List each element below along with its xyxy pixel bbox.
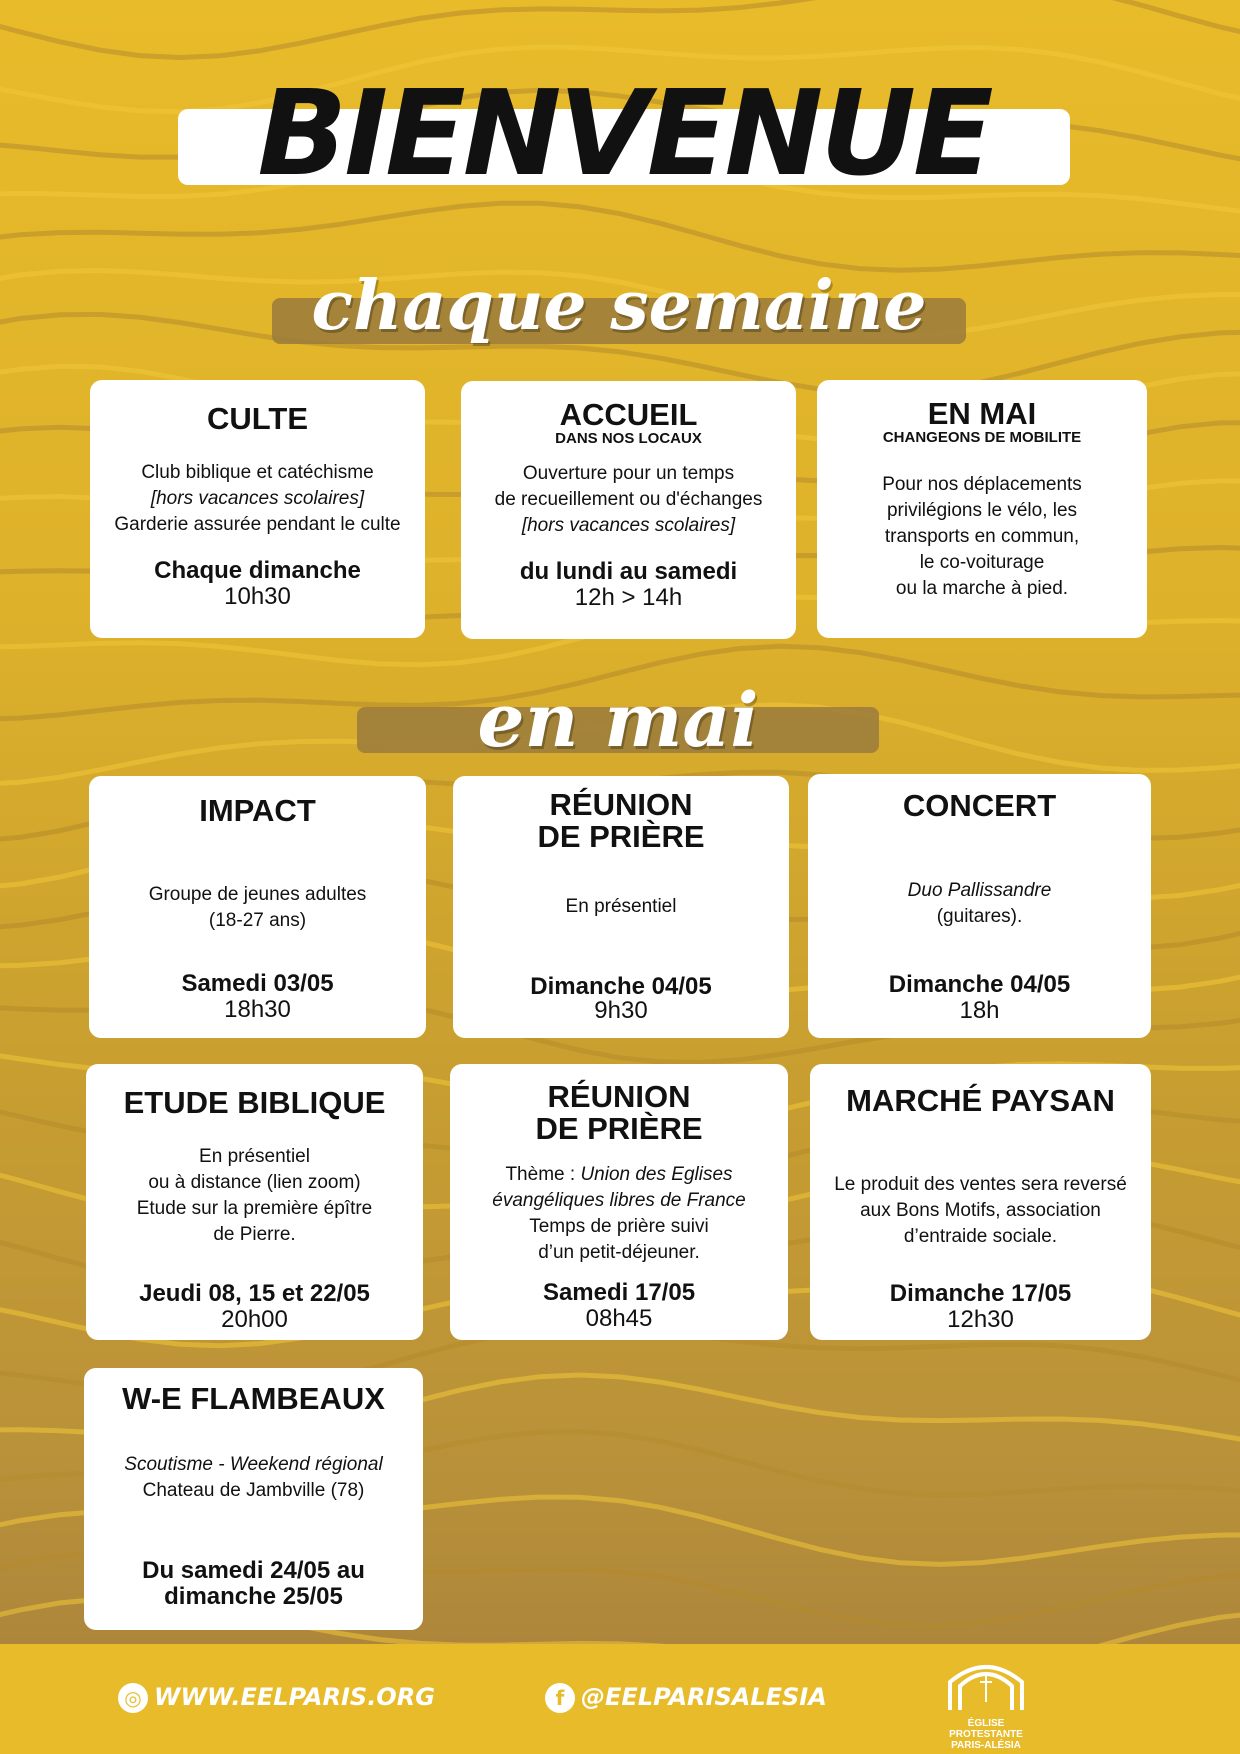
card-when: Du samedi 24/05 au: [142, 1557, 365, 1584]
card-description: Groupe de jeunes adultes (18-27 ans): [148, 884, 367, 931]
card-title: EN MAI: [927, 396, 1037, 431]
card-when: Chaque dimanche: [154, 557, 361, 584]
card-title: ACCUEIL: [559, 397, 698, 432]
card-when: Samedi 17/05: [542, 1279, 696, 1306]
card-time: 12h > 14h: [574, 584, 683, 611]
card-description: Thème : Union des Eglises évangéliques libres de France Temps de prière suivi d’un petit-déjeuner.: [492, 1164, 746, 1263]
card-concert: [808, 774, 1151, 1038]
card-impact: [89, 776, 426, 1038]
card-reunion-priere-2: [450, 1064, 788, 1340]
facebook-icon: f: [545, 1683, 575, 1713]
card-time: 12h30: [947, 1306, 1014, 1333]
card-when: Samedi 03/05: [181, 970, 334, 997]
card-description: Scoutisme - Weekend régional Chateau de Jambville (78): [124, 1454, 383, 1501]
page-title: BIENVENUE: [257, 64, 991, 202]
card-title-line-1: RÉUNION: [549, 787, 693, 822]
card-reunion-priere-1: [453, 776, 789, 1038]
card-marche-paysan: [810, 1064, 1151, 1340]
card-title-line-1: RÉUNION: [547, 1079, 691, 1114]
card-title-line-2: DE PRIÈRE: [537, 819, 705, 854]
card-title: CONCERT: [902, 788, 1057, 823]
card-title-line-2: DE PRIÈRE: [535, 1111, 703, 1146]
card-accueil: [461, 381, 796, 639]
card-description: Le produit des ventes sera reversé aux Bons Motifs, association d’entraide sociale.: [834, 1174, 1127, 1247]
card-time: 9h30: [594, 997, 648, 1024]
card-when: Dimanche 04/05: [888, 971, 1071, 998]
card-time: 20h00: [221, 1306, 288, 1333]
card-subtitle: CHANGEONS DE MOBILITE: [882, 429, 1082, 446]
card-subtitle: DANS NOS LOCAUX: [555, 430, 702, 447]
card-en-mai-mobilite: [817, 380, 1147, 638]
card-time: 18h30: [224, 996, 291, 1023]
card-when: Dimanche 04/05: [530, 973, 712, 1000]
card-etude-biblique: [86, 1064, 423, 1340]
card-title: CULTE: [206, 401, 309, 436]
card-description: Pour nos déplacements privilégions le vélo, les transports en commun, le co-voiturage ou la marche à pied.: [882, 474, 1082, 599]
card-when: Jeudi 08, 15 et 22/05: [139, 1280, 370, 1307]
card-title: ETUDE BIBLIQUE: [123, 1085, 386, 1120]
facebook-link[interactable]: f @EELPARISALESIA: [545, 1680, 827, 1714]
card-title: W-E FLAMBEAUX: [122, 1381, 385, 1416]
card-time: 18h: [959, 997, 1000, 1024]
card-description: En présentiel: [565, 896, 677, 917]
church-logo: ÉGLISE PROTESTANTE PARIS-ALÉSIA: [938, 1652, 1034, 1751]
section-title-monthly: en mai: [477, 678, 759, 764]
card-we-flambeaux: [84, 1368, 423, 1630]
card-time: 10h30: [224, 583, 291, 610]
card-when: du lundi au samedi: [519, 558, 738, 585]
card-when: Dimanche 17/05: [889, 1280, 1072, 1307]
wave-line: [0, 203, 1240, 270]
card-title: IMPACT: [199, 793, 316, 828]
globe-icon: ◎: [118, 1683, 148, 1713]
card-description: Ouverture pour un temps de recueillement ou d'échanges [hors vacances scolaires]: [494, 463, 763, 536]
card-title: MARCHÉ PAYSAN: [846, 1083, 1115, 1118]
card-culte: [90, 380, 425, 638]
card-when-2: dimanche 25/05: [164, 1583, 343, 1610]
website-link[interactable]: ◎ WWW.EELPARIS.ORG: [118, 1680, 435, 1714]
card-time: 08h45: [585, 1305, 653, 1332]
card-description: Duo Pallissandre (guitares).: [907, 880, 1052, 927]
section-title-weekly: chaque semaine: [311, 266, 927, 346]
card-description: En présentiel ou à distance (lien zoom) Etude sur la première épître de Pierre.: [136, 1146, 373, 1245]
card-description: Club biblique et catéchisme [hors vacances scolaires] Garderie assurée pendant le culte: [114, 462, 401, 535]
church-logo-icon: [938, 1652, 1034, 1714]
